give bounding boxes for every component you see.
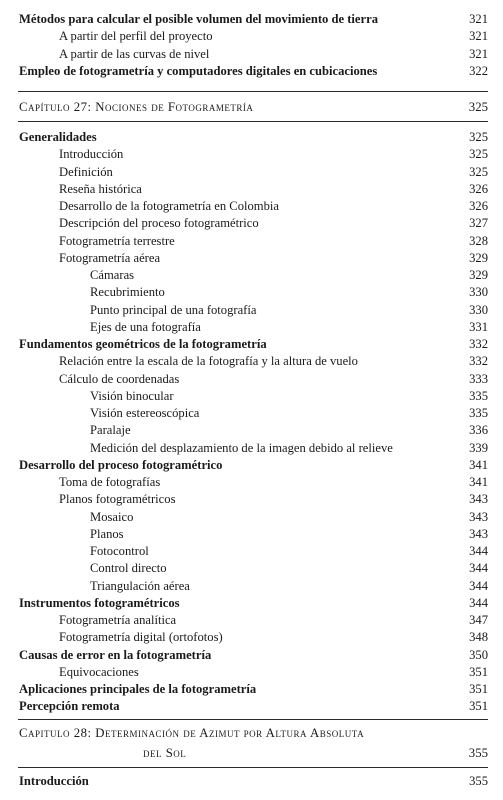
toc-entry-title: Reseña histórica [59, 181, 142, 196]
toc-entry-page: 321 [469, 12, 488, 26]
toc-entry-page: 335 [469, 388, 488, 403]
toc-entry-title: Empleo de fotogrametría y computadores digitales en cubicaciones [19, 63, 378, 78]
toc-entry-title: Visión estereoscópica [90, 406, 200, 420]
toc-entry-title: Visión binocular [90, 388, 174, 403]
toc-entry-title: Triangulación aérea [90, 578, 190, 593]
toc-entry-page: 335 [469, 406, 488, 420]
chapter-rule-top [18, 91, 488, 92]
toc-entry-title: Punto principal de una fotografía [90, 302, 257, 317]
toc-entry [0, 773, 503, 790]
toc-entry-page: 328 [469, 233, 488, 248]
toc-entry-page: 325 [469, 130, 488, 144]
toc-entry-title: Relación entre la escala de la fotografía y la altura de vuelo [59, 354, 358, 369]
toc-entry [0, 664, 503, 681]
toc-entry [0, 11, 503, 28]
toc-entry-title: A partir del perfil del proyecto [59, 29, 213, 44]
toc-entry-page: 325 [469, 147, 488, 162]
toc-entry-page: 355 [469, 774, 488, 788]
toc-entry [0, 681, 503, 698]
toc-entry-title: Planos [90, 526, 124, 541]
toc-entry-page: 330 [469, 302, 488, 317]
toc-entry-title: Causas de error en la fotogrametría [19, 647, 212, 662]
toc-entry [0, 371, 503, 388]
toc-entry-title: Control directo [90, 561, 167, 576]
toc-entry [0, 543, 503, 560]
toc-entry-page: 344 [469, 561, 488, 576]
toc-entry-page: 351 [469, 699, 488, 714]
toc-entry [0, 63, 503, 80]
toc-entry [0, 612, 503, 629]
toc-entry [0, 474, 503, 491]
toc-entry-title: Descripción del proceso fotogramétrico [59, 216, 259, 231]
toc-entry-title: Fotogrametría aérea [59, 250, 161, 265]
toc-entry-page: 327 [469, 216, 488, 231]
toc-entry [0, 250, 503, 267]
toc-entry-title: Mosaico [90, 509, 134, 524]
toc-entry [0, 267, 503, 284]
toc-entry-title: Cálculo de coordenadas [59, 371, 180, 386]
toc-entry-title: Aplicaciones principales de la fotogrametría [19, 682, 257, 696]
toc-entry-page: 329 [469, 268, 488, 282]
toc-entry [0, 388, 503, 405]
toc-entry-title: Medición del desplazamiento de la imagen debido al relieve [90, 440, 393, 455]
chapter-rule-bottom [18, 121, 488, 122]
toc-entry-page: 326 [469, 199, 488, 213]
toc-entry-page: 348 [469, 630, 488, 645]
toc-entry [0, 526, 503, 543]
toc-entry-title: Paralaje [90, 423, 131, 438]
toc-entry-title: Fotocontrol [90, 544, 149, 558]
toc-entry [0, 509, 503, 526]
toc-entry-page: 332 [469, 354, 488, 369]
toc-entry-page: 343 [469, 492, 488, 507]
chapter-page-number: 355 [468, 746, 488, 760]
toc-entry-title: Fotogrametría terrestre [59, 233, 175, 248]
toc-entry [0, 164, 503, 181]
toc-entry-title: Generalidades [19, 130, 97, 144]
toc-entry-page: 330 [469, 285, 488, 300]
toc-entry [0, 353, 503, 370]
toc-entry-page: 350 [469, 647, 488, 662]
toc-entry-page: 339 [469, 440, 488, 455]
toc-entry [0, 46, 503, 63]
toc-entry-title: Toma de fotografías [59, 475, 161, 489]
toc-entry-page: 341 [469, 457, 488, 472]
toc-entry [0, 405, 503, 422]
toc-entry-page: 325 [469, 164, 488, 179]
toc-entry-page: 343 [469, 509, 488, 524]
chapter-title-line1: Capitulo 28: Determinación de Azimut por Altura Absoluta [19, 726, 365, 740]
toc-entry [0, 336, 503, 353]
toc-entry-page: 344 [469, 595, 488, 610]
toc-entry [0, 129, 503, 146]
toc-entry-page: 351 [469, 682, 488, 696]
toc-entry-title: A partir de las curvas de nivel [59, 46, 210, 61]
toc-entry [0, 560, 503, 577]
toc-entry [0, 629, 503, 646]
toc-entry [0, 181, 503, 198]
toc-entry [0, 28, 503, 45]
toc-entry [0, 215, 503, 232]
toc-entry-title: Percepción remota [19, 699, 120, 714]
toc-entry [0, 146, 503, 163]
toc-entry-title: Desarrollo del proceso fotogramétrico [19, 457, 223, 472]
toc-entry [0, 422, 503, 439]
toc-entry-page: 347 [469, 613, 488, 627]
toc-entry [0, 647, 503, 664]
toc-entry-page: 331 [469, 319, 488, 334]
toc-entry-page: 344 [469, 578, 488, 593]
chapter-rule-bottom [18, 767, 488, 768]
toc-entry [0, 198, 503, 215]
toc-entry-page: 326 [469, 181, 488, 196]
toc-entry-page: 351 [469, 664, 488, 679]
toc-entry-page: 344 [469, 544, 488, 558]
toc-entry-page: 321 [469, 46, 488, 61]
toc-entry-page: 322 [469, 63, 488, 78]
toc-entry-title: Introducción [19, 774, 89, 788]
chapter-rule-top [18, 719, 488, 720]
toc-entry-title: Métodos para calcular el posible volumen del movimiento de tierra [19, 12, 378, 26]
chapter-title: Capítulo 27: Nociones de Fotogrametría [19, 100, 254, 114]
toc-entry-title: Ejes de una fotografía [90, 319, 201, 334]
toc-entry [0, 457, 503, 474]
toc-entry-page: 321 [469, 29, 488, 44]
toc-entry-page: 343 [469, 526, 488, 541]
toc-entry [0, 284, 503, 301]
toc-entry-page: 332 [469, 337, 488, 351]
toc-entry [0, 578, 503, 595]
toc-entry [0, 595, 503, 612]
toc-entry-page: 336 [469, 423, 488, 438]
toc-entry-title: Desarrollo de la fotogrametría en Colombia [59, 199, 279, 213]
chapter-page-number: 325 [468, 100, 488, 114]
toc-entry [0, 440, 503, 457]
toc-entry-title: Fundamentos geométricos de la fotogrametría [19, 337, 267, 351]
toc-entry-page: 333 [469, 371, 488, 386]
toc-entry-title: Recubrimiento [90, 285, 165, 300]
chapter-title-line2: del Sol [143, 746, 187, 760]
toc-entry-page: 329 [469, 250, 488, 265]
toc-entry-title: Definición [59, 164, 113, 179]
toc-entry [0, 302, 503, 319]
toc-entry [0, 319, 503, 336]
toc-entry [0, 698, 503, 715]
toc-entry-page: 341 [469, 475, 488, 489]
toc-entry [0, 491, 503, 508]
toc-entry-title: Equivocaciones [59, 664, 139, 679]
toc-entry-title: Cámaras [90, 268, 135, 282]
toc-entry-title: Fotogrametría digital (ortofotos) [59, 630, 223, 645]
toc-entry [0, 233, 503, 250]
toc-entry-title: Fotogrametría analítica [59, 613, 177, 627]
toc-entry-title: Instrumentos fotogramétricos [19, 595, 180, 610]
toc-entry-title: Introducción [59, 147, 124, 162]
toc-entry-title: Planos fotogramétricos [59, 492, 176, 507]
